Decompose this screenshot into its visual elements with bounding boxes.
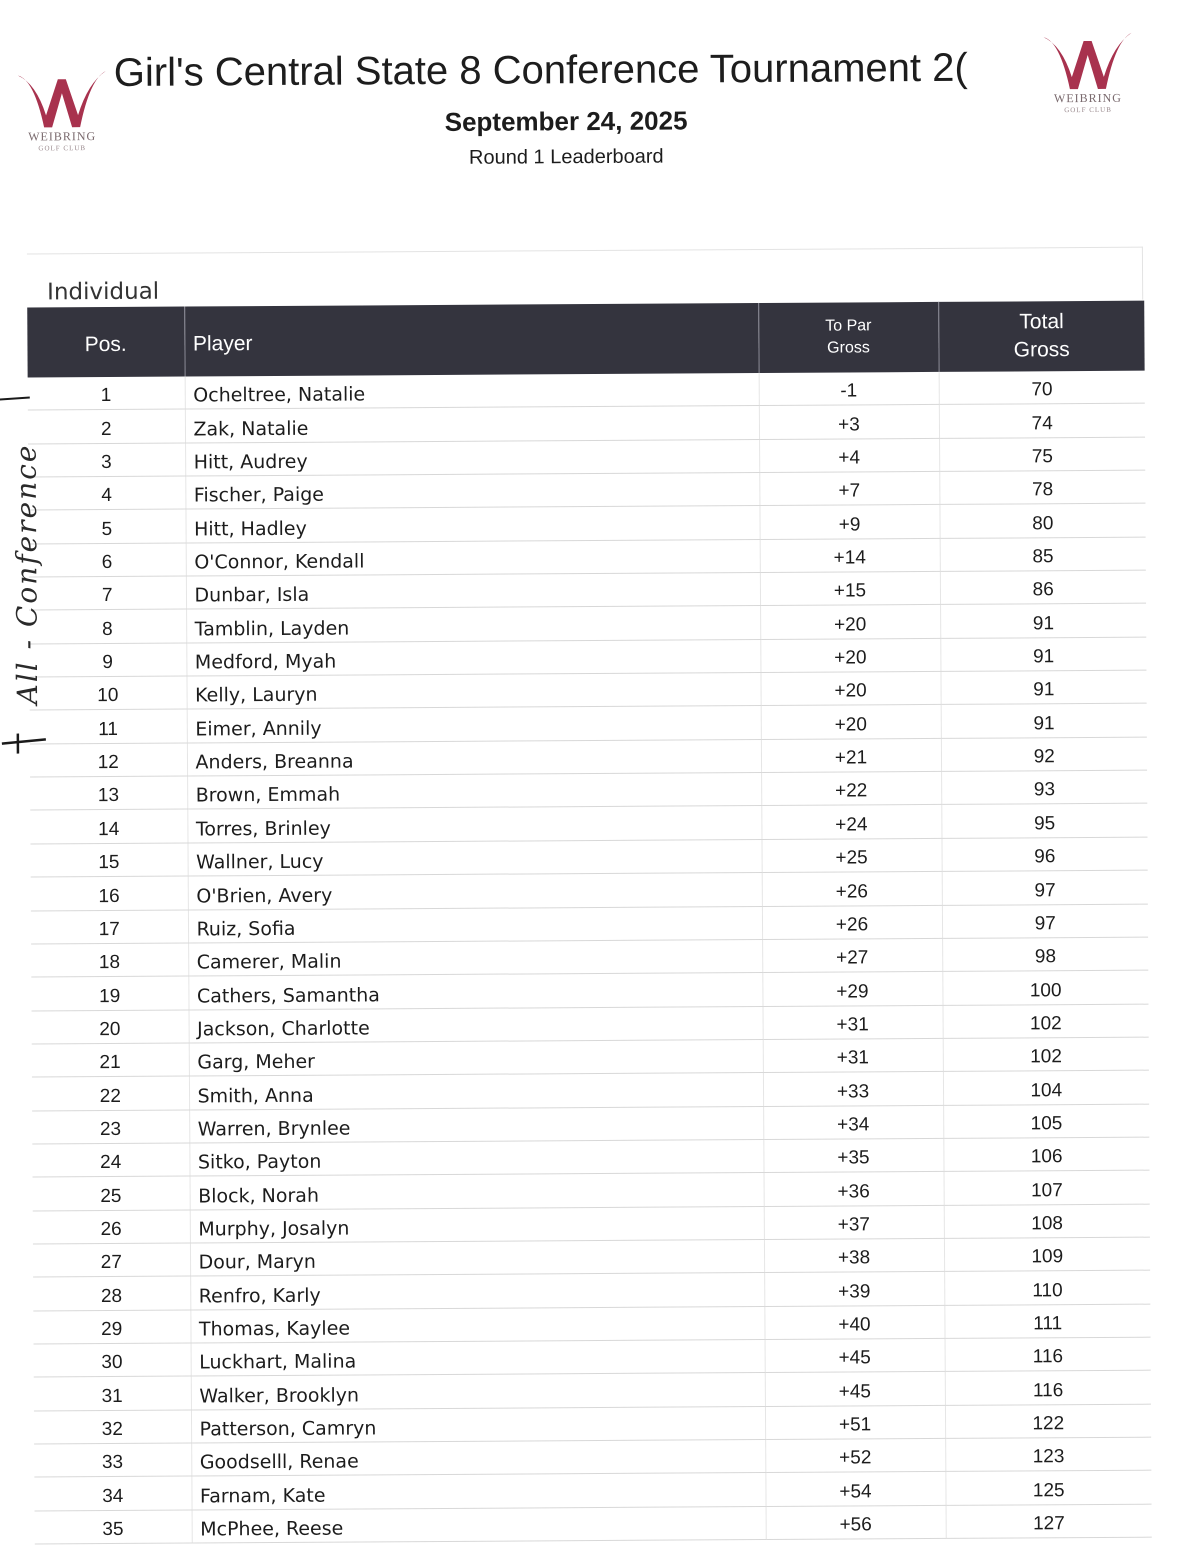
column-header-to-par-gross xyxy=(758,302,938,373)
to-par-cell: +25 xyxy=(761,838,941,872)
column-header-to-par-line1: To Par xyxy=(825,317,872,335)
to-par-cell: +35 xyxy=(763,1138,943,1172)
to-par-cell: +21 xyxy=(761,738,941,772)
total-gross-cell: 75 xyxy=(939,437,1145,472)
to-par-cell: +54 xyxy=(765,1472,945,1506)
position-cell: 34 xyxy=(34,1476,191,1510)
player-name-cell: Hitt, Hadley xyxy=(185,506,759,543)
position-cell: 19 xyxy=(31,976,188,1010)
logo-subtext: GOLF CLUB xyxy=(1064,105,1112,115)
section-frame xyxy=(27,247,1143,307)
to-par-cell: +22 xyxy=(761,772,941,806)
total-gross-cell: 105 xyxy=(943,1104,1149,1139)
player-name-cell: Goodselll, Renae xyxy=(191,1440,765,1477)
position-cell: 30 xyxy=(34,1343,191,1377)
total-gross-cell: 122 xyxy=(945,1404,1151,1439)
position-cell: 35 xyxy=(35,1510,192,1544)
to-par-cell: +20 xyxy=(760,638,940,672)
player-name-cell: Luckhart, Malina xyxy=(191,1339,765,1376)
position-cell: 24 xyxy=(32,1143,189,1177)
to-par-cell: +20 xyxy=(761,705,941,739)
position-cell: 28 xyxy=(33,1276,190,1310)
player-name-cell: Block, Norah xyxy=(190,1173,764,1210)
leaderboard-table xyxy=(27,301,1152,1545)
total-gross-cell: 102 xyxy=(943,1037,1149,1072)
to-par-cell: +36 xyxy=(764,1172,944,1206)
total-gross-cell: 116 xyxy=(945,1370,1151,1405)
total-gross-cell: 74 xyxy=(939,404,1145,439)
position-cell: 29 xyxy=(33,1310,190,1344)
club-logo-left xyxy=(14,69,111,153)
position-cell: 1 xyxy=(28,377,185,411)
position-cell: 12 xyxy=(30,743,187,777)
to-par-cell: +20 xyxy=(760,605,940,639)
total-gross-cell: 102 xyxy=(943,1004,1149,1039)
player-name-cell: Zak, Natalie xyxy=(185,406,759,443)
to-par-cell: +26 xyxy=(762,905,942,939)
column-header-total-line2: Gross xyxy=(1013,338,1070,362)
total-gross-cell: 108 xyxy=(944,1204,1150,1239)
to-par-cell: +15 xyxy=(760,571,940,605)
to-par-cell: +31 xyxy=(763,1038,943,1072)
player-name-cell: O'Connor, Kendall xyxy=(186,539,760,576)
player-name-cell: Patterson, Camryn xyxy=(191,1406,765,1443)
to-par-cell: +40 xyxy=(764,1305,944,1339)
to-par-cell: +7 xyxy=(759,471,939,505)
total-gross-cell: 91 xyxy=(940,670,1146,705)
logo-name: WEIBRING xyxy=(1053,90,1123,106)
position-cell: 5 xyxy=(28,509,185,543)
position-cell: 3 xyxy=(28,443,185,477)
to-par-cell: +31 xyxy=(763,1005,943,1039)
player-name-cell: Ruiz, Sofia xyxy=(188,906,762,943)
position-cell: 15 xyxy=(31,843,188,877)
total-gross-cell: 104 xyxy=(943,1070,1149,1105)
total-gross-cell: 93 xyxy=(941,770,1147,805)
player-name-cell: O'Brien, Avery xyxy=(188,873,762,910)
to-par-cell: +56 xyxy=(766,1505,946,1539)
position-cell: 32 xyxy=(34,1410,191,1444)
player-name-cell: Eimer, Annily xyxy=(187,706,761,743)
position-cell: 18 xyxy=(31,943,188,977)
column-header-player: Player xyxy=(184,303,758,377)
to-par-cell: +37 xyxy=(764,1205,944,1239)
player-name-cell: Kelly, Lauryn xyxy=(186,673,760,710)
player-name-cell: Fischer, Paige xyxy=(185,473,759,510)
position-cell: 23 xyxy=(32,1110,189,1144)
player-name-cell: Dunbar, Isla xyxy=(186,573,760,610)
position-cell: 4 xyxy=(28,476,185,510)
player-name-cell: Wallner, Lucy xyxy=(187,839,761,876)
section-label: Individual xyxy=(47,278,160,306)
total-gross-cell: 111 xyxy=(944,1304,1150,1339)
total-gross-cell: 78 xyxy=(939,470,1145,505)
player-name-cell: Brown, Emmah xyxy=(187,773,761,810)
position-cell: 7 xyxy=(29,576,186,610)
player-name-cell: Tamblin, Layden xyxy=(186,606,760,643)
total-gross-cell: 98 xyxy=(942,937,1148,972)
club-logo-right xyxy=(1040,31,1137,115)
position-cell: 10 xyxy=(29,676,186,710)
player-name-cell: Anders, Breanna xyxy=(187,739,761,776)
position-cell: 13 xyxy=(30,776,187,810)
player-name-cell: Torres, Brinley xyxy=(187,806,761,843)
player-name-cell: Thomas, Kaylee xyxy=(190,1306,764,1343)
player-name-cell: Smith, Anna xyxy=(189,1073,763,1110)
total-gross-cell: 91 xyxy=(940,604,1146,639)
player-name-cell: Medford, Myah xyxy=(186,639,760,676)
table-body xyxy=(28,371,1152,1544)
position-cell: 11 xyxy=(30,709,187,743)
position-cell: 26 xyxy=(33,1210,190,1244)
to-par-cell: +33 xyxy=(763,1072,943,1106)
total-gross-cell: 85 xyxy=(940,537,1146,572)
total-gross-cell: 92 xyxy=(941,737,1147,772)
player-name-cell: Renfro, Karly xyxy=(190,1273,764,1310)
to-par-cell: +14 xyxy=(760,538,940,572)
position-cell: 9 xyxy=(29,643,186,677)
total-gross-cell: 96 xyxy=(941,837,1147,872)
total-gross-cell: 123 xyxy=(945,1437,1151,1472)
player-name-cell: Garg, Meher xyxy=(189,1039,763,1076)
total-gross-cell: 91 xyxy=(940,637,1146,672)
total-gross-cell: 97 xyxy=(942,904,1148,939)
position-cell: 8 xyxy=(29,609,186,643)
player-name-cell: Walker, Brooklyn xyxy=(191,1373,765,1410)
to-par-cell: +45 xyxy=(765,1372,945,1406)
player-name-cell: Cathers, Samantha xyxy=(188,973,762,1010)
total-gross-cell: 116 xyxy=(945,1337,1151,1372)
column-header-to-par-line2: Gross xyxy=(827,339,870,357)
position-cell: 31 xyxy=(34,1376,191,1410)
event-date: September 24, 2025 xyxy=(444,105,688,137)
to-par-cell: +3 xyxy=(759,405,939,439)
to-par-cell: -1 xyxy=(759,372,939,406)
total-gross-cell: 110 xyxy=(944,1270,1150,1305)
to-par-cell: +27 xyxy=(762,938,942,972)
player-name-cell: Warren, Brynlee xyxy=(189,1106,763,1143)
column-header-total-line1: Total xyxy=(1019,310,1064,334)
position-cell: 16 xyxy=(31,876,188,910)
page-title: Girl's Central State 8 Conference Tournament 2( xyxy=(113,45,968,95)
logo-subtext: GOLF CLUB xyxy=(38,144,87,153)
weibring-w-logo-icon xyxy=(1040,31,1136,94)
to-par-cell: +24 xyxy=(761,805,941,839)
to-par-cell: +38 xyxy=(764,1238,944,1272)
table-row xyxy=(35,1504,1152,1544)
player-name-cell: Dour, Maryn xyxy=(190,1239,764,1276)
all-conference-note: All - Conference xyxy=(9,443,45,705)
weibring-w-logo-icon xyxy=(14,69,110,132)
to-par-cell: +4 xyxy=(759,438,939,472)
position-cell: 25 xyxy=(33,1176,190,1210)
to-par-cell: +52 xyxy=(765,1438,945,1472)
total-gross-cell: 70 xyxy=(939,371,1145,405)
handwritten-annotation xyxy=(0,387,58,757)
column-header-total-gross xyxy=(938,301,1144,372)
total-gross-cell: 107 xyxy=(944,1170,1150,1205)
to-par-cell: +26 xyxy=(762,872,942,906)
position-cell: 27 xyxy=(33,1243,190,1277)
position-cell: 2 xyxy=(28,409,185,443)
player-name-cell: Camerer, Malin xyxy=(188,939,762,976)
to-par-cell: +51 xyxy=(765,1405,945,1439)
to-par-cell: +20 xyxy=(760,672,940,706)
total-gross-cell: 125 xyxy=(945,1470,1151,1505)
position-cell: 14 xyxy=(30,809,187,843)
total-gross-cell: 127 xyxy=(946,1504,1152,1539)
total-gross-cell: 86 xyxy=(940,570,1146,605)
position-cell: 20 xyxy=(32,1010,189,1044)
total-gross-cell: 100 xyxy=(942,970,1148,1005)
column-header-pos: Pos. xyxy=(27,307,184,378)
to-par-cell: +29 xyxy=(762,972,942,1006)
table-header-row xyxy=(27,301,1144,378)
to-par-cell: +39 xyxy=(764,1272,944,1306)
player-name-cell: Sitko, Payton xyxy=(189,1139,763,1176)
total-gross-cell: 95 xyxy=(941,804,1147,839)
to-par-cell: +45 xyxy=(765,1338,945,1372)
position-cell: 17 xyxy=(31,910,188,944)
player-name-cell: Farnam, Kate xyxy=(191,1473,765,1510)
position-cell: 21 xyxy=(32,1043,189,1077)
total-gross-cell: 80 xyxy=(939,504,1145,539)
position-cell: 33 xyxy=(34,1443,191,1477)
total-gross-cell: 109 xyxy=(944,1237,1150,1272)
round-subtitle: Round 1 Leaderboard xyxy=(468,145,664,169)
player-name-cell: Hitt, Audrey xyxy=(185,439,759,476)
logo-name: WEIBRING xyxy=(28,129,97,144)
to-par-cell: +34 xyxy=(763,1105,943,1139)
player-name-cell: McPhee, Reese xyxy=(192,1506,766,1543)
player-name-cell: Ocheltree, Natalie xyxy=(185,373,759,409)
position-cell: 6 xyxy=(29,543,186,577)
player-name-cell: Murphy, Josalyn xyxy=(190,1206,764,1243)
total-gross-cell: 106 xyxy=(943,1137,1149,1172)
position-cell: 22 xyxy=(32,1076,189,1110)
total-gross-cell: 91 xyxy=(941,704,1147,739)
player-name-cell: Jackson, Charlotte xyxy=(189,1006,763,1043)
to-par-cell: +9 xyxy=(759,505,939,539)
total-gross-cell: 97 xyxy=(942,870,1148,905)
